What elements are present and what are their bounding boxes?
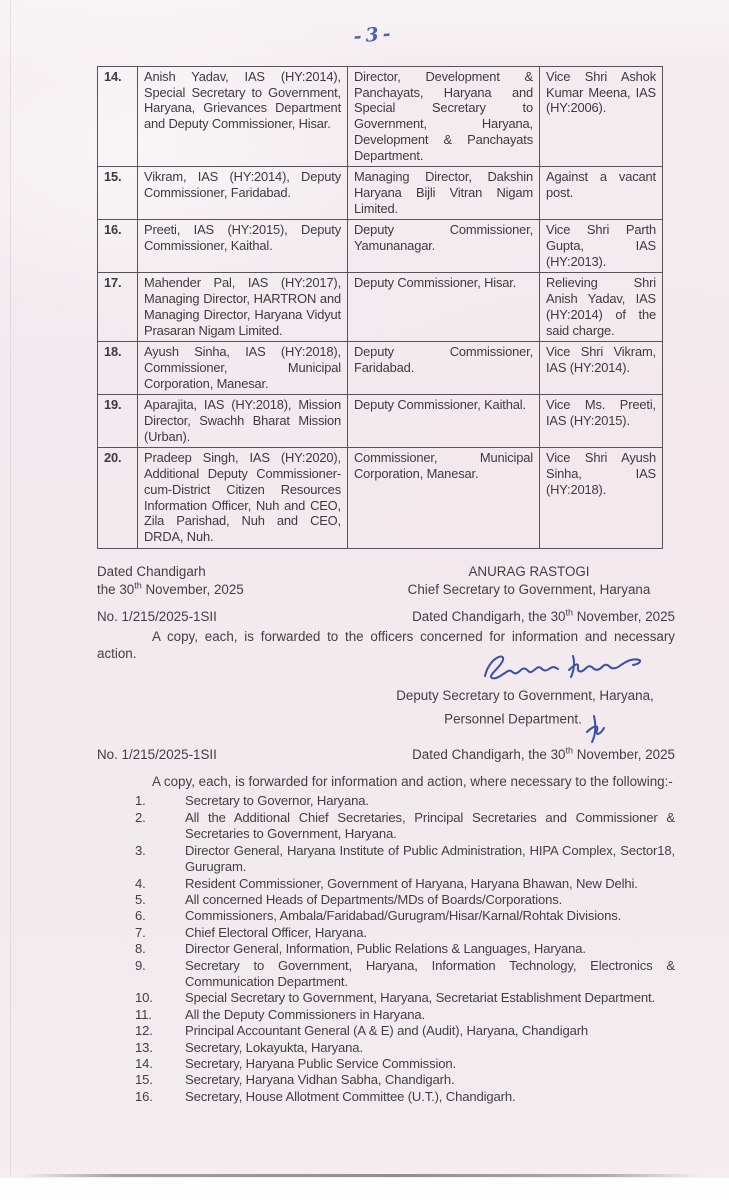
officer-cell: Anish Yadav, IAS (HY:2014), Special Secretary to Government, Haryana, Grievances Department and Deputy Commissioner, Hisar.: [138, 67, 348, 167]
officer-cell: Ayush Sinha, IAS (HY:2018), Commissioner, Municipal Corporation, Manesar.: [138, 342, 348, 395]
list-item: [97, 892, 675, 908]
document-body: [97, 0, 675, 1105]
list-item: [97, 1089, 675, 1105]
serial-cell: 18.: [98, 342, 138, 395]
item-number: 9.: [135, 957, 146, 973]
item-number: 12.: [135, 1023, 153, 1039]
dated-place: Dated Chandigarh: [97, 563, 206, 579]
scan-background-below-paper: [0, 1178, 729, 1200]
handwritten-signature-ink: [477, 649, 649, 687]
serial-cell: 17.: [98, 273, 138, 342]
serial-cell: 16.: [98, 220, 138, 273]
item-number: 14.: [135, 1055, 153, 1071]
endorsement-date: Dated Chandigarh, the 30th November, 2025: [412, 745, 675, 762]
remarks-cell: Vice Shri Ashok Kumar Meena, IAS (HY:2006).: [540, 67, 663, 167]
remarks-cell: Vice Shri Ayush Sinha, IAS (HY:2018).: [540, 448, 663, 548]
item-text: Secretary to Government, Haryana, Information Technology, Electronics & Communication Department.: [185, 957, 675, 989]
list-item: [97, 843, 675, 876]
remarks-cell: Against a vacant post.: [540, 167, 663, 220]
list-item: [97, 1040, 675, 1056]
list-item: [97, 1072, 675, 1088]
serial-cell: 19.: [98, 395, 138, 448]
list-item: [97, 1023, 675, 1039]
item-number: 1.: [135, 793, 146, 809]
posting-cell: Deputy Commissioner, Kaithal.: [348, 395, 540, 448]
ref-number: No. 1/215/2025-1SII: [97, 608, 217, 624]
posting-cell: Deputy Commissioner, Hisar.: [348, 273, 540, 342]
endorsement2-ref-row: [97, 746, 675, 763]
officer-cell: Vikram, IAS (HY:2014), Deputy Commissioner, Faridabad.: [138, 167, 348, 220]
dated-date: the 30th November, 2025: [97, 580, 244, 597]
officer-cell: Aparajita, IAS (HY:2018), Mission Director, Swachh Bharat Mission (Urban).: [138, 395, 348, 448]
item-text: Secretary, Haryana Vidhan Sabha, Chandigarh.: [185, 1072, 455, 1088]
item-text: Commissioners, Ambala/Faridabad/Gurugram/Hisar/Karnal/Rohtak Divisions.: [185, 908, 622, 924]
list-item: [97, 908, 675, 924]
officer-cell: Mahender Pal, IAS (HY:2017), Managing Director, HARTRON and Managing Director, Haryana Vidyut Prasaran Nigam Limited.: [138, 273, 348, 342]
deputy-secretary-line: Deputy Secretary to Government, Haryana,: [396, 687, 654, 703]
list-item: [97, 1056, 675, 1072]
item-text: Chief Electoral Officer, Haryana.: [185, 924, 367, 940]
item-number: 8.: [135, 941, 146, 957]
remarks-cell: Vice Shri Vikram, IAS (HY:2014).: [540, 342, 663, 395]
table-row: [98, 220, 663, 273]
distribution-list: [97, 793, 675, 1105]
list-item: [97, 925, 675, 941]
table-row: [98, 67, 663, 167]
table-row: [98, 395, 663, 448]
personnel-department-line: Personnel Department.: [375, 705, 675, 735]
issue-signature-row: [97, 563, 675, 599]
signature-zone: [97, 663, 675, 687]
forwarding-signatory-block: [375, 687, 675, 735]
paper-fold-line: [10, 0, 11, 1176]
item-number: 13.: [135, 1039, 153, 1055]
list-item: [97, 958, 675, 991]
ref-number: No. 1/215/2025-1SII: [97, 746, 217, 762]
issue-date-block: [97, 563, 244, 599]
table-row: [98, 448, 663, 548]
serial-cell: 20.: [98, 448, 138, 548]
item-text: Secretary to Governor, Haryana.: [185, 793, 369, 809]
remarks-cell: Vice Shri Parth Gupta, IAS (HY:2013).: [540, 220, 663, 273]
list-item: [97, 810, 675, 843]
item-number: 11.: [135, 1006, 152, 1022]
item-number: 4.: [135, 875, 146, 891]
item-text: All concerned Heads of Departments/MDs of Boards/Corporations.: [185, 891, 563, 907]
signatory-name: ANURAG RASTOGI: [468, 563, 590, 579]
officer-cell: Pradeep Singh, IAS (HY:2020), Additional Deputy Commissioner-cum-District Citizen Resources Information Officer, Nuh and CEO, Zila Parishad, Nuh and CEO, DRDA, Nuh.: [138, 448, 348, 548]
posting-cell: Director, Development & Panchayats, Haryana and Special Secretary to Government, Haryana, Development & Panchayats Department.: [348, 67, 540, 167]
item-number: 7.: [135, 924, 146, 940]
posting-cell: Deputy Commissioner, Yamunanagar.: [348, 220, 540, 273]
remarks-cell: Vice Ms. Preeti, IAS (HY:2015).: [540, 395, 663, 448]
serial-cell: 15.: [98, 167, 138, 220]
item-number: 10.: [135, 990, 153, 1006]
item-number: 5.: [135, 891, 146, 907]
item-text: Secretary, Lokayukta, Haryana.: [185, 1039, 363, 1055]
serial-cell: 14.: [98, 67, 138, 167]
item-text: Director General, Information, Public Relations & Languages, Haryana.: [185, 941, 586, 957]
item-text: Director General, Haryana Institute of Public Administration, HIPA Complex, Sector18, Gurugram.: [185, 842, 675, 875]
signatory-title: Chief Secretary to Government, Haryana: [407, 581, 651, 597]
item-number: 2.: [135, 809, 146, 825]
item-text: Special Secretary to Government, Haryana, Secretariat Establishment Department.: [185, 990, 655, 1006]
item-number: 15.: [135, 1072, 153, 1088]
endorsement2-body: A copy, each, is forwarded for information and action, where necessary to the following:-: [152, 773, 673, 789]
item-text: Principal Accountant General (A & E) and (Audit), Haryana, Chandigarh: [185, 1023, 589, 1039]
item-number: 16.: [135, 1088, 153, 1104]
item-number: 3.: [135, 842, 146, 858]
transfer-orders-table: [97, 66, 663, 549]
endorsement1-body: A copy, each, is forwarded to the officers concerned for information and necessary action.: [97, 628, 675, 662]
posting-cell: Deputy Commissioner, Faridabad.: [348, 342, 540, 395]
item-text: All the Additional Chief Secretaries, Principal Secretaries and Commissioner & Secretaries to Government, Haryana.: [185, 809, 675, 842]
item-text: Resident Commissioner, Government of Haryana, Haryana Bhawan, New Delhi.: [185, 875, 638, 891]
list-item: [97, 1007, 675, 1023]
table-row: [98, 342, 663, 395]
posting-cell: Managing Director, Dakshin Haryana Bijli Vitran Nigam Limited.: [348, 167, 540, 220]
handwritten-initial-ink: [583, 714, 607, 744]
page-number: -3-: [352, 22, 396, 48]
list-item: [97, 876, 675, 892]
list-item: [97, 941, 675, 957]
item-text: Secretary, House Allotment Committee (U.T.), Chandigarh.: [185, 1088, 516, 1104]
signatory-block: [383, 563, 675, 599]
table-row: [98, 167, 663, 220]
endorsement-date: Dated Chandigarh, the 30th November, 2025: [412, 607, 675, 624]
list-item: [97, 990, 675, 1006]
item-text: All the Deputy Commissioners in Haryana.: [185, 1006, 425, 1022]
list-item: [97, 793, 675, 809]
item-number: 6.: [135, 908, 146, 924]
endorsement1-ref-row: [97, 608, 675, 625]
table-row: [98, 273, 663, 342]
paper-bottom-edge-shadow: [22, 1174, 701, 1177]
posting-cell: Commissioner, Municipal Corporation, Manesar.: [348, 448, 540, 548]
officer-cell: Preeti, IAS (HY:2015), Deputy Commissioner, Kaithal.: [138, 220, 348, 273]
item-text: Secretary, Haryana Public Service Commission.: [185, 1055, 456, 1071]
remarks-cell: Relieving Shri Anish Yadav, IAS (HY:2014) of the said charge.: [540, 273, 663, 342]
